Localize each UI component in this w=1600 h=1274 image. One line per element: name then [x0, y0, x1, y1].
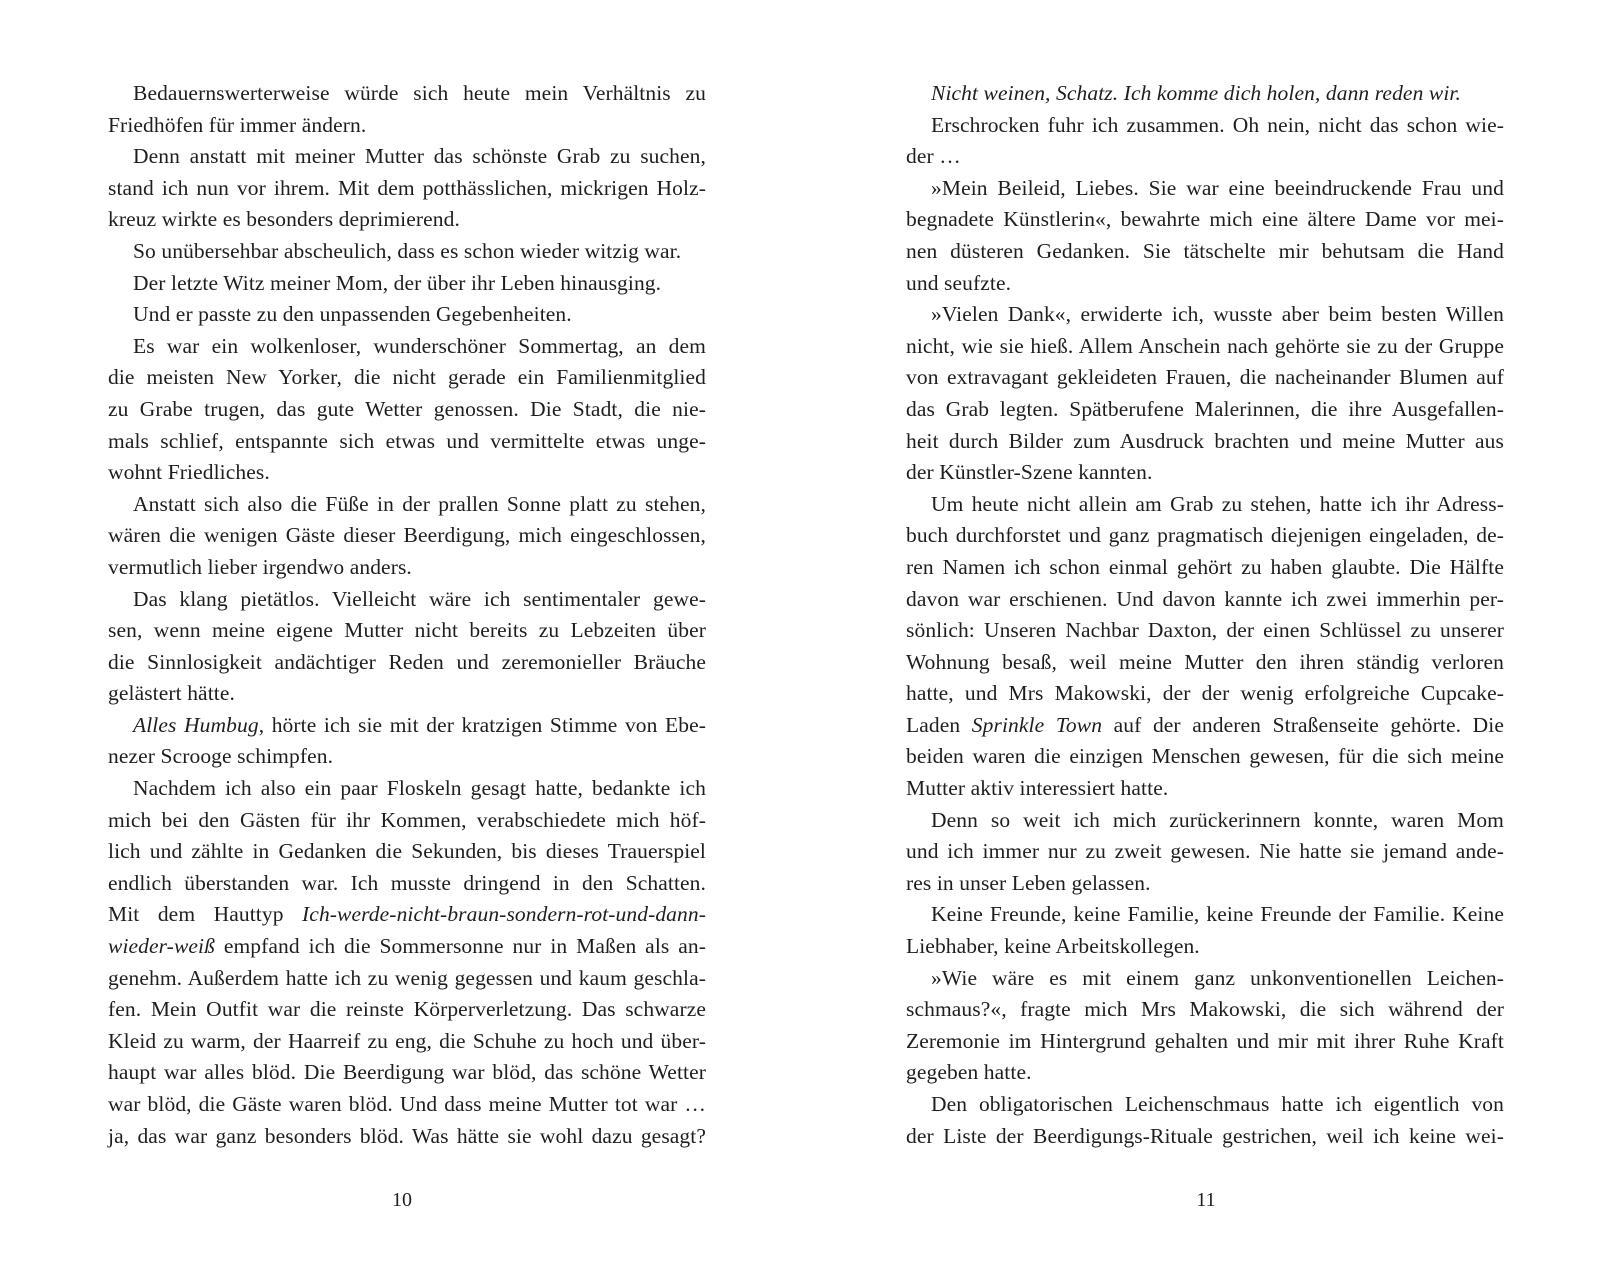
text-line — [906, 520, 1504, 552]
text-line — [108, 520, 706, 552]
text-line — [906, 1121, 1504, 1153]
text-line — [906, 457, 1504, 489]
text-run: wären die wenigen Gäste dieser Beerdigung, mich eingeschlossen, — [108, 523, 706, 548]
text-line — [108, 299, 706, 331]
text-line — [108, 868, 706, 900]
text-line — [906, 615, 1504, 647]
text-line — [906, 584, 1504, 616]
italic-text: Sprinkle Town — [971, 712, 1103, 737]
text-run: ren Namen ich schon einmal gehört zu haben glaubte. Die Hälfte — [906, 554, 1504, 579]
text-line — [906, 647, 1504, 679]
text-run: nicht, wie sie hieß. Allem Anschein nach gehörte sie zu der Gruppe — [906, 333, 1504, 358]
text-run: Das klang pietätlos. Vielleicht wäre ich sentimentaler gewe- — [133, 586, 706, 611]
text-line — [906, 1089, 1504, 1121]
text-line — [906, 1026, 1504, 1058]
text-line — [906, 331, 1504, 363]
text-run: gelästert hätte. — [108, 681, 235, 706]
text-line — [108, 457, 706, 489]
italic-text: Alles Humbug — [133, 712, 259, 737]
text-run: zu Grabe trugen, das gute Wetter genossen. Die Stadt, die nie- — [108, 396, 706, 421]
text-run: Um heute nicht allein am Grab zu stehen, hatte ich ihr Adress- — [931, 491, 1504, 516]
text-line — [108, 489, 706, 521]
text-run: schmaus?«, fragte mich Mrs Makowski, die sich während der — [906, 997, 1504, 1022]
text-run: Mit dem Hauttyp — [108, 902, 303, 927]
text-run: buch durchforstet und ganz pragmatisch diejenigen eingeladen, de- — [906, 523, 1504, 548]
page-number-left: 10 — [392, 1189, 412, 1211]
text-line — [108, 78, 706, 110]
text-run: Friedhöfen für immer ändern. — [108, 112, 367, 137]
text-run: und seufzte. — [906, 270, 1012, 295]
text-run: Und er passte zu den unpassenden Gegebenheiten. — [133, 302, 572, 327]
text-line — [108, 331, 706, 363]
text-run: beiden waren die einzigen Menschen gewesen, für die sich meine — [906, 744, 1504, 769]
text-line — [108, 899, 706, 931]
text-line — [906, 931, 1504, 963]
text-line — [906, 678, 1504, 710]
text-line — [906, 994, 1504, 1026]
italic-text: Ich-werde-nicht-braun-sondern-rot-und-dann- — [302, 902, 706, 927]
text-run: Laden — [906, 712, 972, 737]
text-line — [906, 899, 1504, 931]
text-line — [108, 710, 706, 742]
text-run: , hörte ich sie mit der kratzigen Stimme von Ebe- — [258, 712, 707, 737]
text-run: Es war ein wolkenloser, wunderschöner Sommertag, an dem — [133, 333, 706, 358]
text-line — [906, 805, 1504, 837]
text-run: Nachdem ich also ein paar Floskeln gesagt hatte, bedankte ich — [133, 776, 706, 801]
text-line — [906, 1057, 1504, 1089]
text-run: war blöd, die Gäste waren blöd. Und dass meine Mutter tot war … — [108, 1092, 706, 1116]
text-run: fen. Mein Outfit war die reinste Körperverletzung. Das schwarze — [108, 997, 706, 1022]
text-line — [108, 615, 706, 647]
text-line — [906, 394, 1504, 426]
page-number-right: 11 — [1196, 1189, 1216, 1211]
text-line — [108, 426, 706, 458]
text-run: nen düsteren Gedanken. Sie tätschelte mir behutsam die Hand — [906, 238, 1504, 263]
left-page-text — [108, 78, 706, 1152]
text-run: der Liste der Beerdigungs-Rituale gestrichen, weil ich keine wei- — [906, 1123, 1504, 1148]
text-run: heit durch Bilder zum Ausdruck brachten und meine Mutter aus — [906, 428, 1504, 453]
italic-text: Nicht weinen, Schatz. Ich komme dich holen, dann reden wir. — [931, 81, 1461, 105]
text-run: endlich überstanden war. Ich musste dringend in den Schatten. — [108, 870, 706, 895]
text-line — [108, 394, 706, 426]
text-line — [108, 963, 706, 995]
text-line — [108, 647, 706, 679]
text-line — [108, 141, 706, 173]
text-line — [108, 931, 706, 963]
text-line — [108, 773, 706, 805]
text-run: wohnt Friedliches. — [108, 460, 270, 485]
text-line — [108, 584, 706, 616]
text-run: die meisten New Yorker, die nicht gerade ein Familienmitglied — [108, 365, 706, 390]
text-run: vermutlich lieber irgendwo anders. — [108, 554, 412, 579]
text-run: Den obligatorischen Leichenschmaus hatte ich eigentlich von — [931, 1092, 1504, 1116]
text-line — [906, 868, 1504, 900]
text-line — [108, 552, 706, 584]
text-line — [906, 173, 1504, 205]
text-line — [906, 426, 1504, 458]
text-line — [906, 836, 1504, 868]
text-run: Wohnung besaß, weil meine Mutter den ihren ständig verloren — [906, 649, 1504, 674]
text-line — [108, 236, 706, 268]
text-run: der … — [906, 144, 961, 169]
text-line — [108, 204, 706, 236]
text-run: »Mein Beileid, Liebes. Sie war eine beeindruckende Frau und — [931, 175, 1504, 200]
text-run: Liebhaber, keine Arbeitskollegen. — [906, 934, 1200, 959]
text-run: begnadete Künstlerin«, bewahrte mich eine ältere Dame vor mei- — [906, 207, 1504, 232]
text-line — [906, 963, 1504, 995]
text-run: Zeremonie im Hintergrund gehalten und mir mit ihrer Ruhe Kraft — [906, 1028, 1504, 1053]
text-run: Mutter aktiv interessiert hatte. — [906, 776, 1169, 801]
text-line — [906, 552, 1504, 584]
text-run: Erschrocken fuhr ich zusammen. Oh nein, nicht das schon wie- — [931, 112, 1504, 137]
text-line — [906, 741, 1504, 773]
text-run: gegeben hatte. — [906, 1060, 1032, 1085]
text-run: und ich immer nur zu zweit gewesen. Nie hatte sie jemand ande- — [906, 839, 1504, 864]
text-run: kreuz wirkte es besonders deprimierend. — [108, 207, 460, 232]
text-run: von extravagant gekleideten Frauen, die nacheinander Blumen auf — [906, 365, 1504, 390]
text-line — [108, 362, 706, 394]
text-run: res in unser Leben gelassen. — [906, 870, 1151, 895]
text-line — [108, 1026, 706, 1058]
text-line — [108, 994, 706, 1026]
text-run: stand ich nun vor ihrem. Mit dem potthässlichen, mickrigen Holz- — [108, 175, 706, 200]
text-run: ja, das war ganz besonders blöd. Was hätte sie wohl dazu gesagt? — [108, 1123, 706, 1148]
text-line — [906, 236, 1504, 268]
text-line — [906, 489, 1504, 521]
text-run: davon war erschienen. Und davon kannte ich zwei immerhin per- — [906, 586, 1504, 611]
text-line — [108, 1121, 706, 1153]
text-run: Denn anstatt mit meiner Mutter das schönste Grab zu suchen, — [133, 144, 706, 169]
text-run: So unübersehbar abscheulich, dass es schon wieder witzig war. — [133, 238, 682, 263]
text-line — [108, 741, 706, 773]
text-line — [906, 773, 1504, 805]
text-run: sönlich: Unseren Nachbar Daxton, der einen Schlüssel zu unserer — [906, 618, 1504, 643]
text-run: mals schlief, entspannte sich etwas und vermittelte etwas unge- — [108, 428, 706, 453]
text-run: Kleid zu warm, der Haarreif zu eng, die Schuhe zu hoch und über- — [108, 1028, 706, 1053]
text-line — [108, 110, 706, 142]
text-line — [108, 268, 706, 300]
text-line — [906, 299, 1504, 331]
text-run: genehm. Außerdem hatte ich zu wenig gegessen und kaum geschla- — [108, 965, 706, 990]
text-run: Keine Freunde, keine Familie, keine Freunde der Familie. Keine — [931, 902, 1504, 927]
text-run: Bedauernswerterweise würde sich heute mein Verhältnis zu — [133, 81, 706, 105]
text-line — [906, 710, 1504, 742]
text-run: sen, wenn meine eigene Mutter nicht bereits zu Lebzeiten über — [108, 618, 706, 643]
text-run: haupt war alles blöd. Die Beerdigung war blöd, das schöne Wetter — [108, 1060, 706, 1085]
text-run: »Wie wäre es mit einem ganz unkonventionellen Leichen- — [931, 965, 1504, 990]
text-run: die Sinnlosigkeit andächtiger Reden und zeremonieller Bräuche — [108, 649, 706, 674]
text-line — [108, 1057, 706, 1089]
text-line — [108, 173, 706, 205]
text-line — [906, 204, 1504, 236]
text-run: der Künstler-Szene kannten. — [906, 460, 1153, 485]
text-run: auf der anderen Straßenseite gehörte. Die — [1102, 712, 1504, 737]
text-line — [906, 141, 1504, 173]
text-line — [906, 78, 1504, 110]
right-page-text — [906, 78, 1504, 1152]
text-run: Der letzte Witz meiner Mom, der über ihr Leben hinausging. — [133, 270, 662, 295]
text-line — [108, 1089, 706, 1121]
text-line — [906, 362, 1504, 394]
text-run: das Grab legten. Spätberufene Malerinnen, die ihre Ausgefallen- — [906, 396, 1504, 421]
text-run: Anstatt sich also die Füße in der prallen Sonne platt zu stehen, — [133, 491, 706, 516]
text-run: mich bei den Gästen für ihr Kommen, verabschiedete mich höf- — [108, 807, 706, 832]
text-run: empfand ich die Sommersonne nur in Maßen als an- — [214, 934, 706, 959]
italic-text: wieder-weiß — [108, 934, 215, 959]
text-line — [906, 268, 1504, 300]
text-line — [108, 678, 706, 710]
text-line — [108, 836, 706, 868]
text-run: Denn so weit ich mich zurückerinnern konnte, waren Mom — [931, 807, 1504, 832]
text-line — [906, 110, 1504, 142]
text-run: hatte, und Mrs Makowski, der der wenig erfolgreiche Cupcake- — [906, 681, 1504, 706]
text-run: lich und zählte in Gedanken die Sekunden, bis dieses Trauerspiel — [108, 839, 706, 864]
text-line — [108, 805, 706, 837]
text-run: nezer Scrooge schimpfen. — [108, 744, 334, 769]
text-run: »Vielen Dank«, erwiderte ich, wusste aber beim besten Willen — [931, 302, 1504, 327]
